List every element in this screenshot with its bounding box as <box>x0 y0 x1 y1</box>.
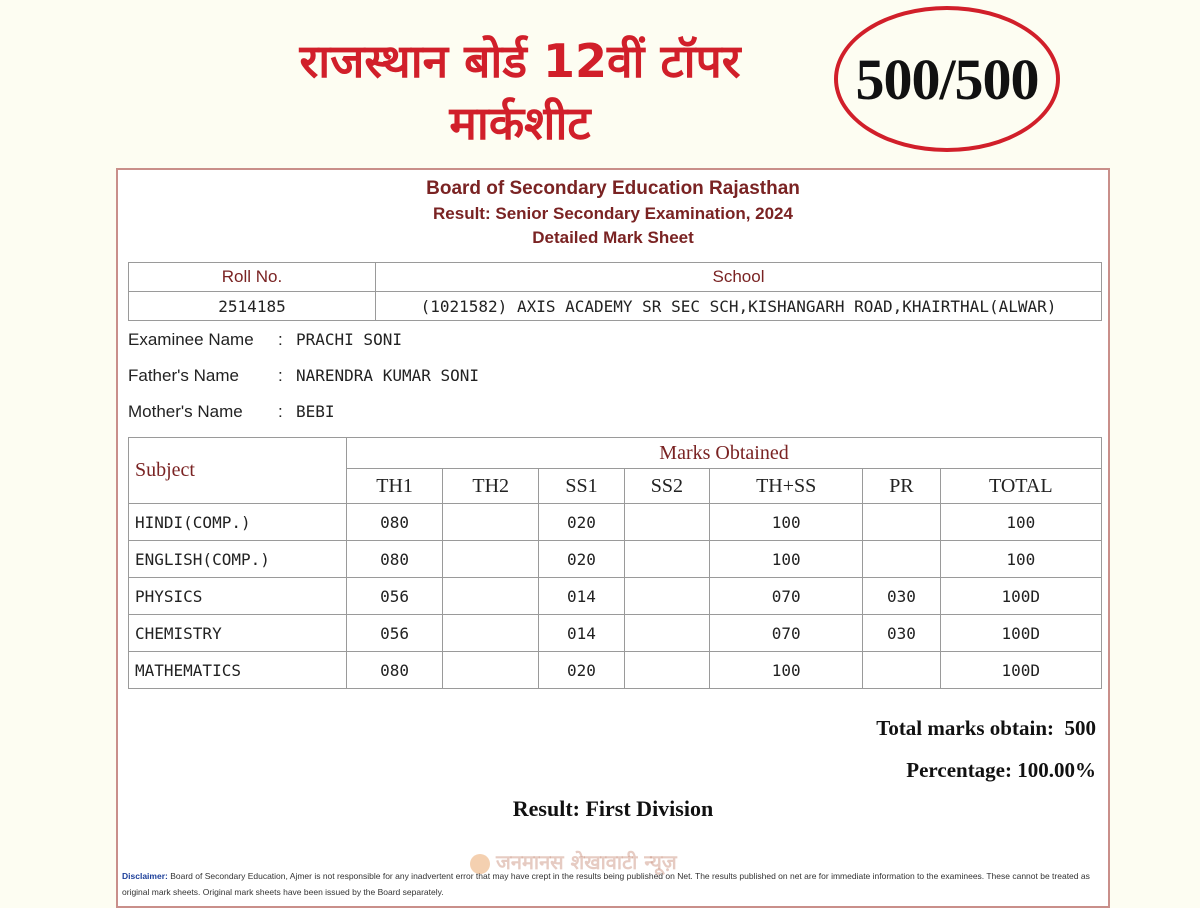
mark-cell: 080 <box>347 504 443 541</box>
percentage-label: Percentage: <box>906 758 1012 782</box>
subject-name: ENGLISH(COMP.) <box>129 541 347 578</box>
mark-cell: 080 <box>347 652 443 689</box>
mark-cell: 100 <box>710 504 863 541</box>
school-name: (1021582) AXIS ACADEMY SR SEC SCH,KISHANGARH ROAD,KHAIRTHAL(ALWAR) <box>376 292 1102 321</box>
mark-cell: 020 <box>539 504 624 541</box>
table-row <box>129 504 1102 541</box>
percentage-value: 100.00% <box>1017 758 1096 782</box>
father-label: Father's Name <box>128 366 239 385</box>
headline-line-2: मार्कशीट <box>449 96 591 150</box>
mark-cell <box>863 652 940 689</box>
column-header: SS2 <box>624 469 709 504</box>
mark-cell <box>443 504 539 541</box>
column-header: TOTAL <box>940 469 1101 504</box>
column-header: PR <box>863 469 940 504</box>
mark-cell <box>624 615 709 652</box>
mark-cell: 030 <box>863 615 940 652</box>
subject-name: PHYSICS <box>129 578 347 615</box>
father-row <box>128 366 728 386</box>
mark-cell: 100D <box>940 615 1101 652</box>
table-row <box>129 541 1102 578</box>
headline-line-1: राजस्थान बोर्ड 12वीं टॉपर <box>299 34 741 88</box>
mark-cell: 056 <box>347 615 443 652</box>
mark-cell: 100 <box>940 504 1101 541</box>
column-header: TH2 <box>443 469 539 504</box>
mark-cell: 030 <box>863 578 940 615</box>
mark-cell: 020 <box>539 652 624 689</box>
colon: : <box>278 366 283 385</box>
mark-cell <box>624 541 709 578</box>
disclaimer-label: Disclaimer: <box>122 871 168 881</box>
mark-cell <box>624 504 709 541</box>
roll-header: Roll No. <box>129 263 376 292</box>
column-header: TH1 <box>347 469 443 504</box>
subject-name: CHEMISTRY <box>129 615 347 652</box>
headline <box>240 30 800 154</box>
mark-cell <box>443 578 539 615</box>
examinee-row <box>128 330 728 350</box>
mark-cell: 100 <box>710 541 863 578</box>
column-header: TH+SS <box>710 469 863 504</box>
watermark-text: जनमानस शेखावाटी न्यूज़ <box>496 850 677 874</box>
subject-name: MATHEMATICS <box>129 652 347 689</box>
mark-cell: 100 <box>940 541 1101 578</box>
mark-cell: 080 <box>347 541 443 578</box>
score-badge <box>834 6 1060 152</box>
percentage <box>906 758 1096 783</box>
score-badge-text: 500/500 <box>855 46 1039 112</box>
subject-name: HINDI(COMP.) <box>129 504 347 541</box>
colon: : <box>278 402 283 421</box>
sheet-title: Detailed Mark Sheet <box>532 228 694 247</box>
mark-sheet <box>116 168 1110 908</box>
father-name: NARENDRA KUMAR SONI <box>296 366 480 385</box>
examinee-label: Examinee Name <box>128 330 254 349</box>
total-marks-value: 500 <box>1064 716 1096 740</box>
mark-cell: 100D <box>940 578 1101 615</box>
watermark <box>470 848 677 875</box>
total-marks <box>876 716 1096 741</box>
colon: : <box>278 330 283 349</box>
exam-name: Result: Senior Secondary Examination, 2024 <box>433 204 793 223</box>
board-name: Board of Secondary Education Rajasthan <box>426 178 800 199</box>
disclaimer-text: Board of Secondary Education, Ajmer is not responsible for any inadvertent error that may have crept in the results being published on Net. The results published on net are for immediate information to the examinees. These cannot be treated as original mark sheets. Original mark sheets have been issued by the Board separately. <box>122 871 1090 897</box>
mark-cell <box>863 541 940 578</box>
mark-cell <box>863 504 940 541</box>
sheet-header <box>118 176 1108 250</box>
mother-name: BEBI <box>296 402 335 421</box>
table-row <box>129 652 1102 689</box>
mark-cell: 020 <box>539 541 624 578</box>
table-row <box>129 615 1102 652</box>
mark-cell <box>443 652 539 689</box>
mother-label: Mother's Name <box>128 402 243 421</box>
mark-cell: 100D <box>940 652 1101 689</box>
mark-cell: 014 <box>539 615 624 652</box>
column-header: SS1 <box>539 469 624 504</box>
mother-row <box>128 402 728 422</box>
mark-cell <box>624 652 709 689</box>
mark-cell: 100 <box>710 652 863 689</box>
mark-cell <box>443 541 539 578</box>
mark-cell: 014 <box>539 578 624 615</box>
examinee-name: PRACHI SONI <box>296 330 402 349</box>
marks-obtained-header: Marks Obtained <box>347 438 1102 469</box>
mark-cell <box>443 615 539 652</box>
result-division: Result: First Division <box>512 796 714 821</box>
total-marks-label: Total marks obtain: <box>876 716 1054 740</box>
mark-cell <box>624 578 709 615</box>
roll-number: 2514185 <box>129 292 376 321</box>
marks-table <box>128 437 1102 689</box>
mark-cell: 070 <box>710 615 863 652</box>
mark-cell: 056 <box>347 578 443 615</box>
school-header: School <box>376 263 1102 292</box>
subject-header: Subject <box>129 438 347 504</box>
mark-cell: 070 <box>710 578 863 615</box>
roll-school-table <box>128 262 1102 321</box>
watermark-logo-icon <box>470 854 490 874</box>
table-row <box>129 578 1102 615</box>
